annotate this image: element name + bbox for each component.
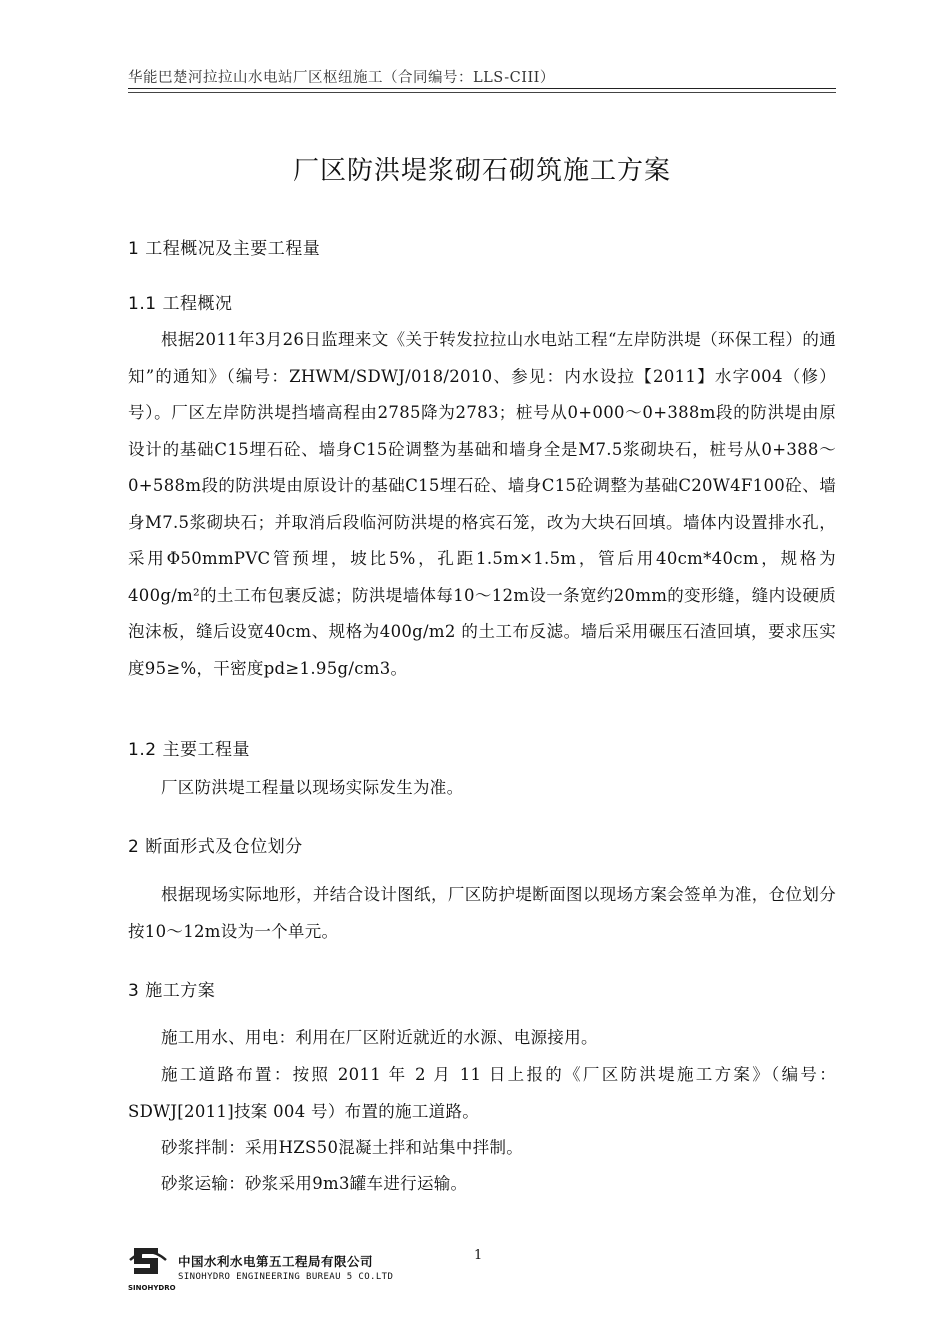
header-rule-thin — [128, 92, 836, 93]
section-1-2-paragraph: 厂区防洪堤工程量以现场实际发生为准。 — [161, 778, 464, 797]
section-3-heading: 3 施工方案 — [128, 981, 216, 1001]
section-3-mortar-transport: 砂浆运输：砂浆采用9m3罐车进行运输。 — [161, 1174, 468, 1193]
header-rule-thick — [128, 88, 836, 89]
section-2-heading: 2 断面形式及仓位划分 — [128, 837, 303, 857]
section-1-heading: 1 工程概况及主要工程量 — [128, 239, 321, 259]
section-2-paragraph: 根据现场实际地形，并结合设计图纸，厂区防护堤断面图以现场方案会签单为准，仓位划分按10～12m设为一个单元。 — [128, 885, 836, 941]
section-3-mortar-mixing: 砂浆拌制：采用HZS50混凝土拌和站集中拌制。 — [161, 1138, 524, 1157]
section-3-water-power: 施工用水、用电：利用在厂区附近就近的水源、电源接用。 — [161, 1028, 598, 1047]
page-number: 1 — [474, 1248, 483, 1263]
section-1-2-heading: 1.2 主要工程量 — [128, 740, 250, 760]
footer-brand: SINOHYDRO — [128, 1284, 176, 1292]
running-header: 华能巴楚河拉拉山水电站厂区枢纽施工（合同编号：LLS-CIII） — [128, 70, 555, 86]
section-3-road-layout: 施工道路布置：按照 2011 年 2 月 11 日上报的《厂区防洪堤施工方案》（编号：SDWJ[2011]技案 004 号）布置的施工道路。 — [128, 1065, 836, 1121]
footer-company-cn: 中国水利水电第五工程局有限公司 — [178, 1254, 374, 1269]
section-1-1-paragraph: 根据2011年3月26日监理来文《关于转发拉拉山水电站工程“左岸防洪堤（环保工程）的通知”的通知》（编号：ZHWM/SDWJ/018/2010、参见：内水设拉【2011】水字004（修）号）。厂区左岸防洪堤挡墙高程由2785降为2783；桩号从0+000～0+388m段的防洪堤由原设计的基础C15埋石砼、墙身C15砼调整为基础和墙身全是M7.5浆砌块石，桩号从0+388～0+588m段的防洪堤由原设计的基础C15埋石砼、墙身C15砼调整为基础C20W4F100砼、墙身M7.5浆砌块石；并取消后段临河防洪堤的格宾石笼，改为大块石回填。墙体内设置排水孔，采用Φ50mmPVC管预埋，坡比5%，孔距1.5m×1.5m，管后用40cm*40cm，规格为400g/m²的土工布包裹反滤；防洪堤墙体每10～12m设一条宽约20mm的变形缝，缝内设硬质泡沫板，缝后设宽40cm、规格为400g/m2 的土工布反滤。墙后采用碾压石渣回填，要求压实度95≥%，干密度pd≥1.95g/cm3。 — [128, 330, 836, 678]
footer-company-en: SINOHYDRO ENGINEERING BUREAU 5 CO.LTD — [178, 1272, 394, 1282]
document-title: 厂区防洪堤浆砌石砌筑施工方案 — [292, 156, 671, 186]
sinohydro-logo-icon — [128, 1240, 168, 1284]
section-1-1-heading: 1.1 工程概况 — [128, 294, 233, 314]
